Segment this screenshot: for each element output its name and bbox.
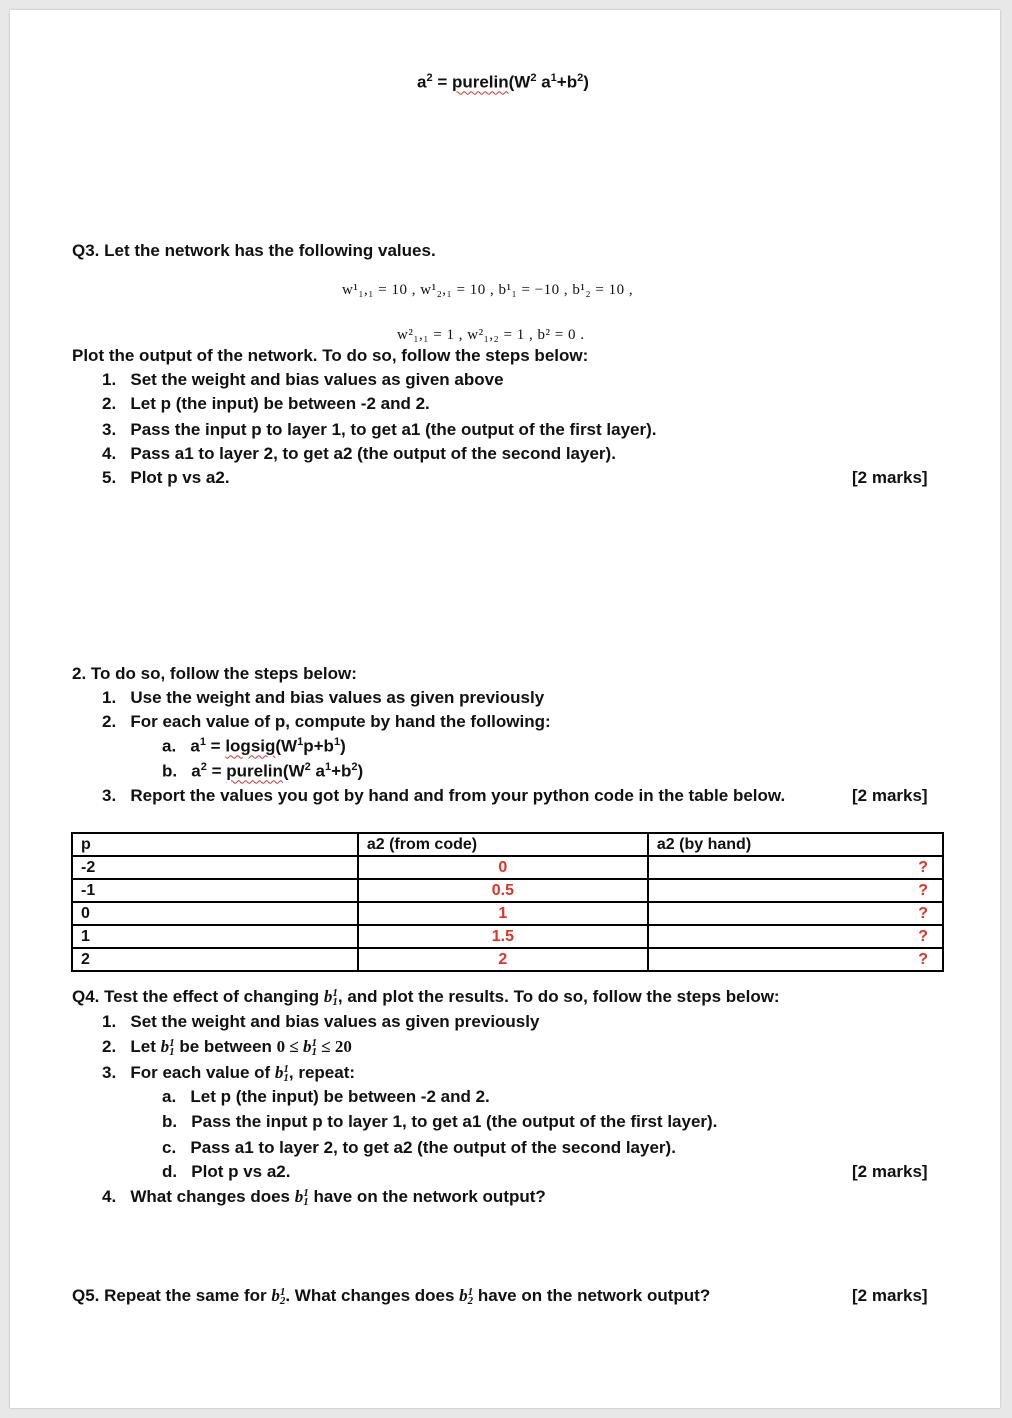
cell-a2-hand: ? xyxy=(648,925,943,948)
part2-step-3: 3. Report the values you got by hand and from your python code in the table below. xyxy=(102,786,786,805)
q4-step-3: 3. For each value of b 1 1 , repeat: xyxy=(102,1063,356,1085)
header-p: p xyxy=(72,833,358,856)
cell-a2-code: 1.5 xyxy=(358,925,648,948)
q4-sub-a: a. Let p (the input) be between -2 and 2. xyxy=(162,1087,490,1106)
q3-step-3: 3. Pass the input p to layer 1, to get a1 (the output of the first layer). xyxy=(102,420,657,439)
part2-sub-a: a. $a^1$ = $logsig(W^1p+b^1)$ xyxy=(162,736,346,756)
q3-title: Q3. Let the network has the following values. xyxy=(72,241,436,260)
cell-a2-code: 0.5 xyxy=(358,879,648,902)
cell-a2-code: 1 xyxy=(358,902,648,925)
part2-step-1: 1. Use the weight and bias values as given previously xyxy=(102,688,545,707)
cell-a2-code: 2 xyxy=(358,948,648,971)
document-page xyxy=(10,10,1000,1408)
table-row xyxy=(72,948,943,971)
q4-title: Q4. Test the effect of changing b 1 1 , and plot the results. To do so, follow the steps below: xyxy=(72,987,780,1009)
table-row xyxy=(72,902,943,925)
cell-p: -1 xyxy=(72,879,358,902)
results-table xyxy=(71,832,944,972)
q3-step-4: 4. Pass a1 to layer 2, to get a2 (the output of the second layer). xyxy=(102,444,616,463)
q5-marks: [2 marks] xyxy=(852,1286,928,1305)
q3-step-2: 2. Let p (the input) be between -2 and 2. xyxy=(102,394,430,413)
q4-sub-c: c. Pass a1 to layer 2, to get a2 (the output of the second layer). xyxy=(162,1138,676,1157)
part2-intro: 2. To do so, follow the steps below: xyxy=(72,664,357,683)
table-row xyxy=(72,856,943,879)
cell-a2-code: 0 xyxy=(358,856,648,879)
cell-a2-hand: ? xyxy=(648,856,943,879)
top-formula: $a^2$ = $purelin(W^2$ $a^1+b^2$) xyxy=(417,72,589,92)
q3-step-1: 1. Set the weight and bias values as given above xyxy=(102,370,504,389)
cell-a2-hand: ? xyxy=(648,948,943,971)
cell-p: 2 xyxy=(72,948,358,971)
q4-step-4: 4. What changes does b 1 1 have on the network output? xyxy=(102,1187,546,1209)
q4-sub-d: d. Plot p vs a2. xyxy=(162,1162,291,1181)
table-row xyxy=(72,879,943,902)
q3-intro: Plot the output of the network. To do so, follow the steps below: xyxy=(72,346,589,365)
q3-marks: [2 marks] xyxy=(852,468,928,487)
q3-equation-2: w²₁,₁ = 1 , w²₁,₂ = 1 , b² = 0 . xyxy=(397,327,585,343)
header-a2-code: a2 (from code) xyxy=(358,833,648,856)
q5-text: Q5. Repeat the same for b 1 2 . What changes does b 1 2 have on the network output? xyxy=(72,1286,711,1308)
table-row xyxy=(72,925,943,948)
cell-p: 1 xyxy=(72,925,358,948)
q4-sub-b: b. Pass the input p to layer 1, to get a1 (the output of the first layer). xyxy=(162,1112,718,1131)
q4-marks: [2 marks] xyxy=(852,1162,928,1181)
header-a2-hand: a2 (by hand) xyxy=(648,833,943,856)
q4-step-1: 1. Set the weight and bias values as given previously xyxy=(102,1012,540,1031)
part2-step-2: 2. For each value of p, compute by hand the following: xyxy=(102,712,551,731)
table-header-row xyxy=(72,833,943,856)
cell-p: -2 xyxy=(72,856,358,879)
q3-step-5: 5. Plot p vs a2. xyxy=(102,468,230,487)
cell-a2-hand: ? xyxy=(648,902,943,925)
q4-step-2: 2. Let b 1 1 be between 0 ≤ b 1 1 ≤ 20 xyxy=(102,1037,352,1059)
part2-sub-b: b. $a^2$ = $purelin(W^2$ $a^1+b^2$) xyxy=(162,761,364,781)
cell-a2-hand: ? xyxy=(648,879,943,902)
q3-equation-1: w¹₁,₁ = 10 , w¹₂,₁ = 10 , b¹₁ = −10 , b¹₂ = 10 , xyxy=(342,282,634,298)
cell-p: 0 xyxy=(72,902,358,925)
part2-marks: [2 marks] xyxy=(852,786,928,805)
